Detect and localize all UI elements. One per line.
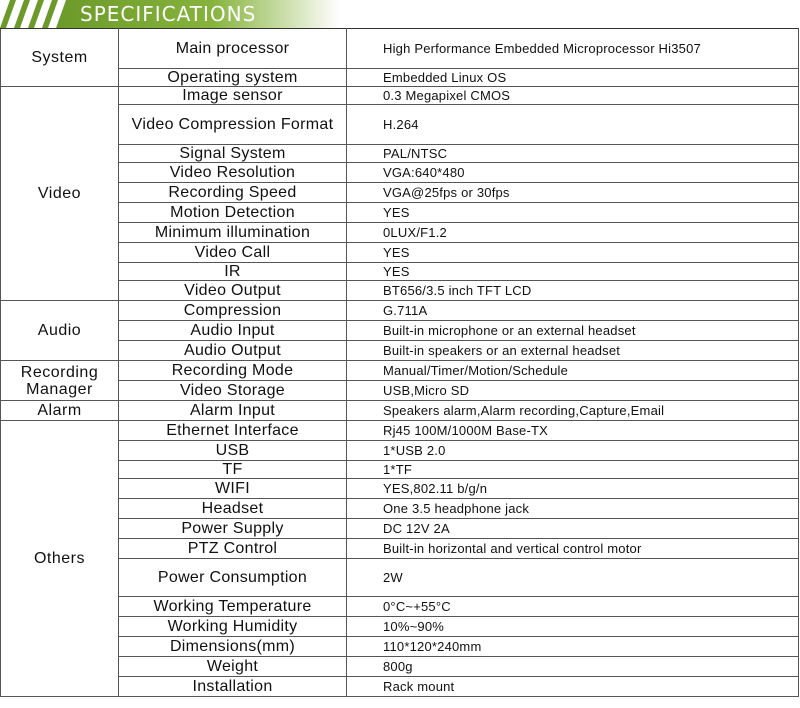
value-cell: G.711A	[347, 301, 799, 321]
feature-cell: Main processor	[119, 29, 347, 69]
feature-cell: Recording Speed	[119, 183, 347, 203]
feature-cell: Motion Detection	[119, 203, 347, 223]
feature-cell: Video Call	[119, 243, 347, 263]
feature-cell: TF	[119, 461, 347, 479]
value-cell: VGA:640*480	[347, 163, 799, 183]
feature-cell: Video Output	[119, 281, 347, 301]
feature-cell: Signal System	[119, 145, 347, 163]
table-row	[1, 183, 799, 203]
feature-cell: Working Temperature	[119, 597, 347, 617]
feature-cell: Video Storage	[119, 381, 347, 401]
value-cell: 10%~90%	[347, 617, 799, 637]
table-row	[1, 361, 799, 381]
value-cell: Speakers alarm,Alarm recording,Capture,Email	[347, 401, 799, 421]
table-row	[1, 401, 799, 421]
value-cell: YES	[347, 243, 799, 263]
category-cell: System	[1, 29, 119, 87]
table-row	[1, 441, 799, 461]
value-cell: Built-in microphone or an external headset	[347, 321, 799, 341]
table-row	[1, 479, 799, 499]
feature-cell: Video Compression Format	[119, 105, 347, 145]
value-cell: 2W	[347, 559, 799, 597]
table-row	[1, 163, 799, 183]
value-cell: YES,802.11 b/g/n	[347, 479, 799, 499]
value-cell: 0°C~+55°C	[347, 597, 799, 617]
value-cell: 1*USB 2.0	[347, 441, 799, 461]
feature-cell: Weight	[119, 657, 347, 677]
table-row	[1, 637, 799, 657]
value-cell: Built-in horizontal and vertical control motor	[347, 539, 799, 559]
table-row	[1, 29, 799, 69]
specifications-header	[0, 0, 800, 28]
page-title: SPECIFICATIONS	[80, 2, 257, 26]
value-cell: Built-in speakers or an external headset	[347, 341, 799, 361]
category-cell: Others	[1, 421, 119, 697]
table-row	[1, 381, 799, 401]
table-row	[1, 69, 799, 87]
value-cell: High Performance Embedded Microprocessor Hi3507	[347, 29, 799, 69]
feature-cell: WIFI	[119, 479, 347, 499]
feature-cell: Audio Input	[119, 321, 347, 341]
feature-cell: Ethernet Interface	[119, 421, 347, 441]
table-row	[1, 461, 799, 479]
feature-cell: Compression	[119, 301, 347, 321]
value-cell: 800g	[347, 657, 799, 677]
table-row	[1, 617, 799, 637]
table-row	[1, 597, 799, 617]
value-cell: DC 12V 2A	[347, 519, 799, 539]
table-row	[1, 203, 799, 223]
table-row	[1, 145, 799, 163]
table-row	[1, 223, 799, 243]
feature-cell: Audio Output	[119, 341, 347, 361]
value-cell: Embedded Linux OS	[347, 69, 799, 87]
table-row	[1, 263, 799, 281]
table-row	[1, 677, 799, 697]
value-cell: Manual/Timer/Motion/Schedule	[347, 361, 799, 381]
table-row	[1, 341, 799, 361]
value-cell: 1*TF	[347, 461, 799, 479]
feature-cell: PTZ Control	[119, 539, 347, 559]
table-row	[1, 301, 799, 321]
value-cell: USB,Micro SD	[347, 381, 799, 401]
value-cell: H.264	[347, 105, 799, 145]
value-cell: YES	[347, 263, 799, 281]
table-row	[1, 421, 799, 441]
value-cell: One 3.5 headphone jack	[347, 499, 799, 519]
table-row	[1, 105, 799, 145]
feature-cell: Alarm Input	[119, 401, 347, 421]
table-row	[1, 499, 799, 519]
feature-cell: Minimum illumination	[119, 223, 347, 243]
feature-cell: Installation	[119, 677, 347, 697]
table-row	[1, 243, 799, 263]
value-cell: YES	[347, 203, 799, 223]
feature-cell: Dimensions(mm)	[119, 637, 347, 657]
feature-cell: Recording Mode	[119, 361, 347, 381]
table-row	[1, 281, 799, 301]
feature-cell: Headset	[119, 499, 347, 519]
specifications-table	[0, 28, 799, 697]
feature-cell: Power Supply	[119, 519, 347, 539]
table-row	[1, 657, 799, 677]
category-cell: Audio	[1, 301, 119, 361]
feature-cell: Operating system	[119, 69, 347, 87]
feature-cell: USB	[119, 441, 347, 461]
feature-cell: IR	[119, 263, 347, 281]
value-cell: 0.3 Megapixel CMOS	[347, 87, 799, 105]
category-cell: Alarm	[1, 401, 119, 421]
feature-cell: Video Resolution	[119, 163, 347, 183]
value-cell: 110*120*240mm	[347, 637, 799, 657]
value-cell: VGA@25fps or 30fps	[347, 183, 799, 203]
table-row	[1, 559, 799, 597]
table-row	[1, 87, 799, 105]
table-row	[1, 539, 799, 559]
feature-cell: Power Consumption	[119, 559, 347, 597]
value-cell: BT656/3.5 inch TFT LCD	[347, 281, 799, 301]
category-cell: Recording Manager	[1, 361, 119, 401]
feature-cell: Image sensor	[119, 87, 347, 105]
value-cell: 0LUX/F1.2	[347, 223, 799, 243]
table-row	[1, 321, 799, 341]
value-cell: Rack mount	[347, 677, 799, 697]
value-cell: PAL/NTSC	[347, 145, 799, 163]
table-row	[1, 519, 799, 539]
category-cell: Video	[1, 87, 119, 301]
value-cell: Rj45 100M/1000M Base-TX	[347, 421, 799, 441]
feature-cell: Working Humidity	[119, 617, 347, 637]
